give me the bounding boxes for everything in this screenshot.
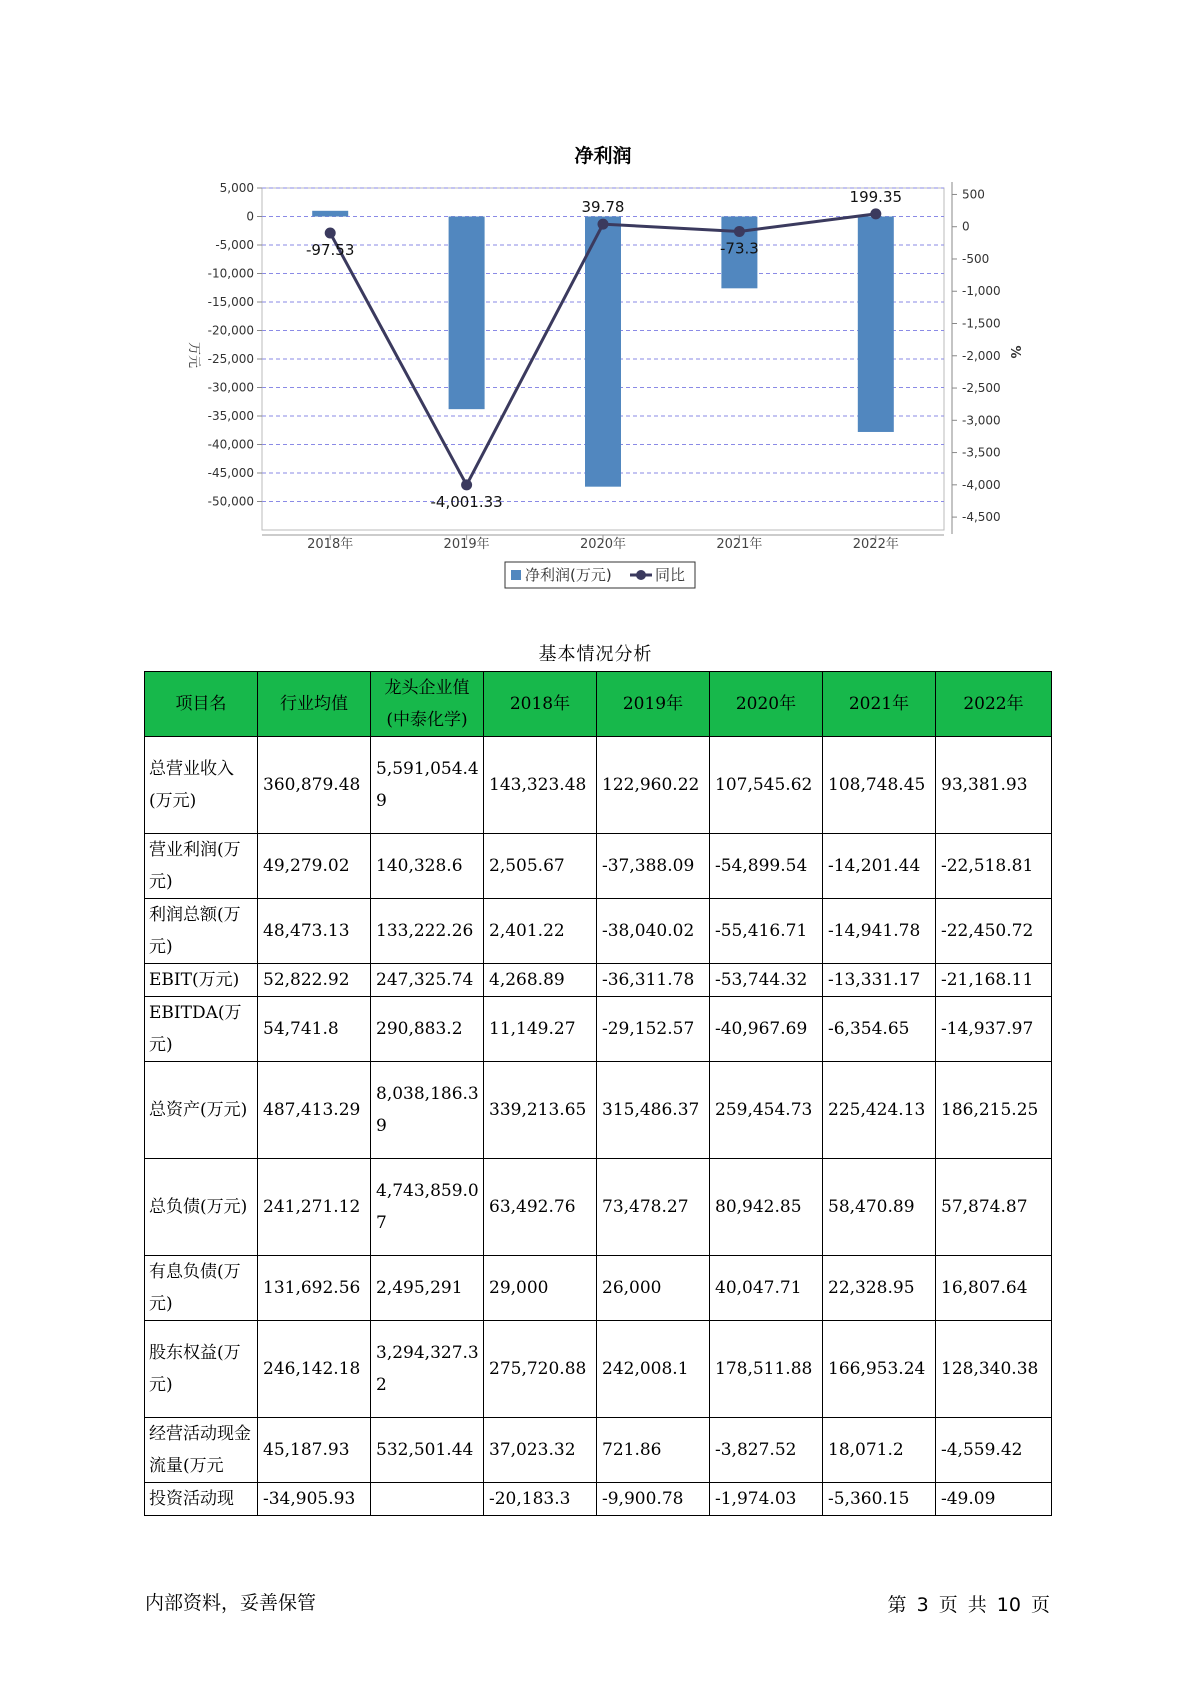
bar <box>449 217 485 410</box>
footer-page-number: 第 3 页 共 10 页 <box>887 1594 1050 1616</box>
y-right-tick-label: -4,500 <box>962 510 1001 525</box>
value-cell: 4,743,859.07 <box>371 1159 484 1256</box>
value-cell: 259,454.73 <box>710 1062 823 1159</box>
value-cell: -1,974.03 <box>710 1483 823 1516</box>
yoy-data-label: -73.3 <box>719 239 759 258</box>
value-cell: -49.09 <box>936 1483 1052 1516</box>
y-right-tick-label: -2,500 <box>962 381 1001 396</box>
value-cell: 315,486.37 <box>597 1062 710 1159</box>
x-tick-label: 2019年 <box>443 537 490 552</box>
value-cell: 122,960.22 <box>597 737 710 834</box>
yoy-point <box>598 219 609 230</box>
value-cell: 143,323.48 <box>484 737 597 834</box>
value-cell: -40,967.69 <box>710 997 823 1062</box>
y-left-tick-label: -25,000 <box>207 352 254 366</box>
value-cell: -14,941.78 <box>823 899 936 964</box>
y-left-tick-label: 5,000 <box>219 181 254 195</box>
value-cell: 225,424.13 <box>823 1062 936 1159</box>
table-row <box>145 1256 1052 1321</box>
value-cell: 8,038,186.39 <box>371 1062 484 1159</box>
legend-bar-swatch <box>511 570 521 580</box>
table-row <box>145 1062 1052 1159</box>
chart-title: 净利润 <box>574 145 632 167</box>
value-cell: 63,492.76 <box>484 1159 597 1256</box>
x-tick-label: 2022年 <box>852 537 899 552</box>
y-left-tick-label: -35,000 <box>207 409 254 423</box>
value-cell: 2,495,291 <box>371 1256 484 1321</box>
row-label-cell: 经营活动现金流量(万元 <box>145 1418 258 1483</box>
value-cell: 40,047.71 <box>710 1256 823 1321</box>
table-header-cell: 2018年 <box>484 672 597 737</box>
value-cell: 140,328.6 <box>371 834 484 899</box>
value-cell: 57,874.87 <box>936 1159 1052 1256</box>
y-right-axis-title: % <box>1007 345 1022 359</box>
value-cell: 131,692.56 <box>258 1256 371 1321</box>
y-right-tick-label: -2,000 <box>962 348 1001 363</box>
value-cell: 166,953.24 <box>823 1321 936 1418</box>
value-cell: 80,942.85 <box>710 1159 823 1256</box>
yoy-data-label: 199.35 <box>849 187 903 206</box>
row-label-cell: 股东权益(万元) <box>145 1321 258 1418</box>
value-cell: 532,501.44 <box>371 1418 484 1483</box>
value-cell: 45,187.93 <box>258 1418 371 1483</box>
value-cell: 29,000 <box>484 1256 597 1321</box>
value-cell: -14,937.97 <box>936 997 1052 1062</box>
y-left-axis-title: 万元 <box>186 341 201 369</box>
value-cell: 178,511.88 <box>710 1321 823 1418</box>
row-label-cell: 利润总额(万元) <box>145 899 258 964</box>
table-header-row <box>145 672 1052 737</box>
value-cell: 246,142.18 <box>258 1321 371 1418</box>
value-cell: 54,741.8 <box>258 997 371 1062</box>
value-cell: -38,040.02 <box>597 899 710 964</box>
value-cell: 11,149.27 <box>484 997 597 1062</box>
value-cell: 128,340.38 <box>936 1321 1052 1418</box>
yoy-data-label: -4,001.33 <box>430 492 503 511</box>
value-cell: 48,473.13 <box>258 899 371 964</box>
value-cell: 2,505.67 <box>484 834 597 899</box>
value-cell: -20,183.3 <box>484 1483 597 1516</box>
table-row <box>145 964 1052 997</box>
value-cell <box>371 1483 484 1516</box>
row-label-cell: 总资产(万元) <box>145 1062 258 1159</box>
table-row <box>145 737 1052 834</box>
value-cell: 16,807.64 <box>936 1256 1052 1321</box>
value-cell: 107,545.62 <box>710 737 823 834</box>
value-cell: 133,222.26 <box>371 899 484 964</box>
value-cell: 186,215.25 <box>936 1062 1052 1159</box>
y-right-tick-label: 0 <box>962 219 970 234</box>
table-header-cell: 2020年 <box>710 672 823 737</box>
yoy-data-label: 39.78 <box>581 198 625 217</box>
table-row <box>145 834 1052 899</box>
value-cell: 5,591,054.49 <box>371 737 484 834</box>
value-cell: 2,401.22 <box>484 899 597 964</box>
footer-confidential-note: 内部资料，妥善保管 <box>145 1592 317 1614</box>
value-cell: -13,331.17 <box>823 964 936 997</box>
value-cell: 108,748.45 <box>823 737 936 834</box>
value-cell: 241,271.12 <box>258 1159 371 1256</box>
table-header-cell: 项目名 <box>145 672 258 737</box>
yoy-point <box>734 226 745 237</box>
legend-line-marker <box>636 570 646 580</box>
row-label-cell: EBITDA(万元) <box>145 997 258 1062</box>
y-left-tick-label: -45,000 <box>207 466 254 480</box>
value-cell: 3,294,327.32 <box>371 1321 484 1418</box>
value-cell: 58,470.89 <box>823 1159 936 1256</box>
value-cell: -22,450.72 <box>936 899 1052 964</box>
value-cell: -55,416.71 <box>710 899 823 964</box>
chart-svg <box>0 0 1191 620</box>
y-right-tick-label: -1,500 <box>962 316 1001 331</box>
x-tick-label: 2021年 <box>716 537 763 552</box>
value-cell: 37,023.32 <box>484 1418 597 1483</box>
value-cell: 247,325.74 <box>371 964 484 997</box>
value-cell: -54,899.54 <box>710 834 823 899</box>
row-label-cell: 营业利润(万元) <box>145 834 258 899</box>
y-left-tick-label: -20,000 <box>207 323 254 338</box>
table-header-cell: 龙头企业值(中泰化学) <box>371 672 484 737</box>
table-row <box>145 899 1052 964</box>
value-cell: -4,559.42 <box>936 1418 1052 1483</box>
basic-analysis-table <box>144 671 1052 1516</box>
y-left-tick-label: -50,000 <box>207 494 254 509</box>
table-header-cell: 行业均值 <box>258 672 371 737</box>
y-left-tick-label: -15,000 <box>207 295 254 309</box>
y-right-tick-label: -3,000 <box>962 413 1001 428</box>
value-cell: -14,201.44 <box>823 834 936 899</box>
value-cell: -34,905.93 <box>258 1483 371 1516</box>
value-cell: 22,328.95 <box>823 1256 936 1321</box>
value-cell: 487,413.29 <box>258 1062 371 1159</box>
value-cell: -53,744.32 <box>710 964 823 997</box>
value-cell: -29,152.57 <box>597 997 710 1062</box>
legend-bar-label: 净利润(万元) <box>525 566 612 584</box>
y-right-tick-label: 500 <box>962 187 985 202</box>
value-cell: -37,388.09 <box>597 834 710 899</box>
y-left-tick-label: 0 <box>246 209 254 224</box>
value-cell: 73,478.27 <box>597 1159 710 1256</box>
value-cell: -3,827.52 <box>710 1418 823 1483</box>
table-row <box>145 997 1052 1062</box>
y-left-tick-label: -40,000 <box>207 437 254 452</box>
y-right-tick-label: -500 <box>962 251 990 266</box>
value-cell: -6,354.65 <box>823 997 936 1062</box>
y-right-tick-label: -1,000 <box>962 284 1001 299</box>
table-header-cell: 2019年 <box>597 672 710 737</box>
value-cell: -21,168.11 <box>936 964 1052 997</box>
value-cell: 26,000 <box>597 1256 710 1321</box>
y-left-tick-label: -5,000 <box>215 238 254 252</box>
value-cell: 18,071.2 <box>823 1418 936 1483</box>
bar <box>312 211 348 217</box>
y-right-tick-label: -3,500 <box>962 445 1001 460</box>
table-row <box>145 1321 1052 1418</box>
row-label-cell: EBIT(万元) <box>145 964 258 997</box>
row-label-cell: 总负债(万元) <box>145 1159 258 1256</box>
value-cell: 339,213.65 <box>484 1062 597 1159</box>
y-left-tick-label: -30,000 <box>207 380 254 395</box>
yoy-point <box>325 228 336 239</box>
x-tick-label: 2020年 <box>579 537 627 552</box>
value-cell: -9,900.78 <box>597 1483 710 1516</box>
table-row <box>145 1483 1052 1516</box>
y-right-tick-label: -4,000 <box>962 477 1001 492</box>
table-row <box>145 1418 1052 1483</box>
y-left-tick-label: -10,000 <box>207 266 254 281</box>
row-label-cell: 总营业收入(万元) <box>145 737 258 834</box>
value-cell: 52,822.92 <box>258 964 371 997</box>
row-label-cell: 有息负债(万元) <box>145 1256 258 1321</box>
table-header-cell: 2021年 <box>823 672 936 737</box>
value-cell: 275,720.88 <box>484 1321 597 1418</box>
yoy-data-label: -97.53 <box>306 241 355 260</box>
value-cell: 721.86 <box>597 1418 710 1483</box>
table-row <box>145 1159 1052 1256</box>
bar <box>585 217 621 487</box>
value-cell: 93,381.93 <box>936 737 1052 834</box>
legend-line-label: 同比 <box>655 566 686 584</box>
value-cell: 290,883.2 <box>371 997 484 1062</box>
value-cell: 4,268.89 <box>484 964 597 997</box>
value-cell: -5,360.15 <box>823 1483 936 1516</box>
value-cell: 360,879.48 <box>258 737 371 834</box>
table-title: 基本情况分析 <box>538 644 653 665</box>
value-cell: 49,279.02 <box>258 834 371 899</box>
yoy-point <box>870 208 881 219</box>
bar <box>858 217 894 432</box>
value-cell: -36,311.78 <box>597 964 710 997</box>
table-header-cell: 2022年 <box>936 672 1052 737</box>
row-label-cell: 投资活动现 <box>145 1483 258 1516</box>
value-cell: -22,518.81 <box>936 834 1052 899</box>
net-profit-chart <box>0 0 1191 620</box>
value-cell: 242,008.1 <box>597 1321 710 1418</box>
yoy-point <box>461 479 472 490</box>
x-tick-label: 2018年 <box>307 537 354 552</box>
